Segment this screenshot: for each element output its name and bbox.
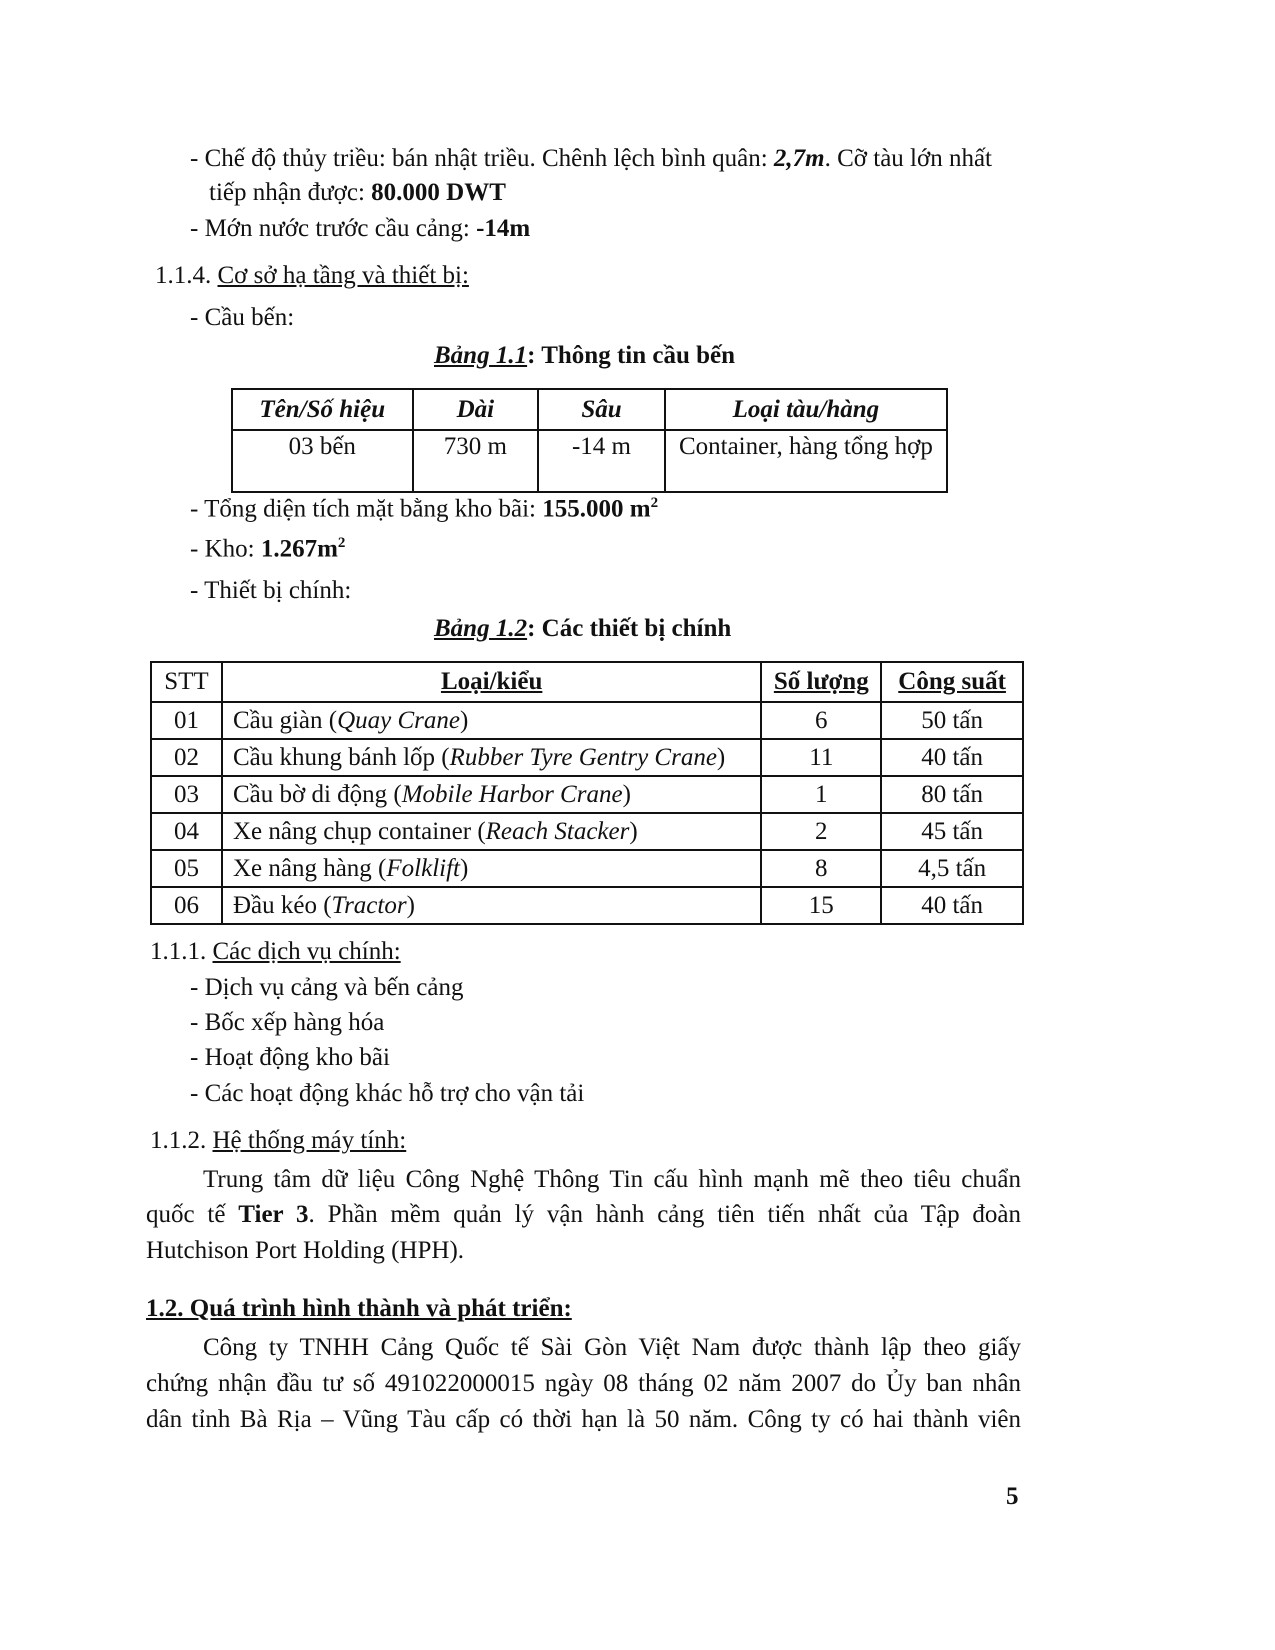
equip-type xyxy=(222,739,761,776)
equip-type xyxy=(222,702,761,739)
warehouse-value: 1.267m xyxy=(260,535,338,563)
section-114-number: 1.1.4. xyxy=(155,262,218,289)
table2-caption-rest: : Các thiết bị chính xyxy=(527,615,732,642)
equip-qty: 6 xyxy=(761,702,881,739)
equip-capacity: 50 tấn xyxy=(881,702,1023,739)
equip-type-en: Quay Crane xyxy=(337,706,461,734)
section-12-heading: 1.2. Quá trình hình thành và phát triển: xyxy=(146,1295,572,1322)
equip-type-close: ) xyxy=(629,817,638,845)
equip-type-en: Rubber Tyre Gentry Crane xyxy=(449,743,717,771)
equip-capacity: 4,5 tấn xyxy=(881,850,1023,887)
ship-size-text: tiếp nhận được: xyxy=(209,179,372,206)
equip-type-close: ) xyxy=(716,743,726,771)
table1-caption-label: Bảng 1.1 xyxy=(434,342,528,369)
berth-header-length: Dài xyxy=(413,389,539,430)
equip-qty: 1 xyxy=(761,776,881,813)
berth-cell-name: 03 bến xyxy=(232,430,413,492)
equip-type-vi: Xe nâng hàng ( xyxy=(232,854,387,882)
equip-type xyxy=(222,776,761,813)
table-row xyxy=(232,430,947,492)
section-111-number: 1.1.1. xyxy=(150,938,213,965)
equip-type-en: Mobile Harbor Crane xyxy=(401,780,623,808)
draft-bullet xyxy=(190,214,530,244)
yard-area-bullet xyxy=(190,494,658,524)
yard-area-sup: 2 xyxy=(650,495,659,511)
equip-type-vi: Cầu giàn ( xyxy=(232,706,338,734)
equip-type xyxy=(222,887,761,924)
equip-type-en: Tractor xyxy=(331,891,407,919)
equip-header-capacity: Công suất xyxy=(881,662,1023,702)
warehouse-bullet xyxy=(190,534,345,564)
table-row xyxy=(151,887,1023,924)
tide-text-2: . Cỡ tàu lớn nhất xyxy=(824,145,993,172)
equip-type xyxy=(222,813,761,850)
ship-size-value: 80.000 DWT xyxy=(371,179,506,206)
section-114-title: Cơ sở hạ tầng và thiết bị: xyxy=(217,262,469,289)
equip-header-qty: Số lượng xyxy=(761,662,881,702)
equip-type-vi: Cầu bờ di động ( xyxy=(232,780,402,808)
tide-diff-value: 2,7m xyxy=(773,145,825,172)
equip-type-en: Folklift xyxy=(386,854,460,882)
equip-qty: 8 xyxy=(761,850,881,887)
equip-type-vi: Cầu khung bánh lốp ( xyxy=(232,743,450,771)
equip-type-vi: Xe nâng chụp container ( xyxy=(232,817,486,845)
list-item: - Các hoạt động khác hỗ trợ cho vận tải xyxy=(190,1080,585,1107)
list-item: - Dịch vụ cảng và bến cảng xyxy=(190,974,464,1001)
section-12-line-1: Công ty TNHH Cảng Quốc tế Sài Gòn Việt Nam được thành lập theo giấy xyxy=(203,1334,1021,1361)
berth-header-depth: Sâu xyxy=(538,389,665,430)
equip-stt: 04 xyxy=(151,813,222,850)
berth-header-type: Loại tàu/hàng xyxy=(665,389,947,430)
equip-stt: 05 xyxy=(151,850,222,887)
section-112-title: Hệ thống máy tính: xyxy=(212,1127,407,1154)
equip-type-en: Reach Stacker xyxy=(485,817,630,845)
warehouse-sup: 2 xyxy=(337,535,346,551)
equip-capacity: 40 tấn xyxy=(881,739,1023,776)
equip-type-close: ) xyxy=(622,780,631,808)
list-item: - Hoạt động kho bãi xyxy=(190,1044,390,1071)
equip-qty: 11 xyxy=(761,739,881,776)
equip-type-vi: Đầu kéo ( xyxy=(232,891,332,919)
section-12-line-2: chứng nhận đầu tư số 491022000015 ngày 08 tháng 02 năm 2007 do Ủy ban nhân xyxy=(146,1370,1021,1397)
equip-type-close: ) xyxy=(460,706,469,734)
equip-capacity: 40 tấn xyxy=(881,887,1023,924)
tier-text-2: . Phần mềm quản lý vận hành cảng tiên tiến nhất của Tập đoàn xyxy=(308,1201,1022,1228)
tide-text: - Chế độ thủy triều: bán nhật triều. Chênh lệch bình quân: xyxy=(190,145,774,172)
table-row xyxy=(151,776,1023,813)
equip-capacity: 45 tấn xyxy=(881,813,1023,850)
tide-bullet xyxy=(190,144,992,174)
equip-type-close: ) xyxy=(460,854,469,882)
equip-header-stt: STT xyxy=(151,662,222,702)
berth-table xyxy=(231,388,948,493)
table1-caption xyxy=(434,341,735,371)
yard-area-value: 155.000 m xyxy=(542,495,651,523)
equip-stt: 06 xyxy=(151,887,222,924)
tier-text: quốc tế xyxy=(146,1201,239,1228)
equipment-bullet: - Thiết bị chính: xyxy=(190,577,352,604)
yard-area-text: - Tổng diện tích mặt bằng kho bãi: xyxy=(190,495,543,523)
equip-stt: 03 xyxy=(151,776,222,813)
page-number: 5 xyxy=(1006,1483,1019,1510)
berth-cell-type: Container, hàng tổng hợp xyxy=(665,430,947,492)
berth-table-header xyxy=(232,389,947,430)
section-112-number: 1.1.2. xyxy=(150,1127,213,1154)
table-row xyxy=(151,813,1023,850)
equipment-table-header xyxy=(151,662,1023,702)
ship-size-line xyxy=(209,178,506,208)
equip-type-close: ) xyxy=(406,891,415,919)
section-112-line-2 xyxy=(146,1200,1021,1230)
equip-qty: 2 xyxy=(761,813,881,850)
berth-header-name: Tên/Số hiệu xyxy=(232,389,413,430)
section-111-title: Các dịch vụ chính: xyxy=(212,938,401,965)
section-12-line-3: dân tỉnh Bà Rịa – Vũng Tàu cấp có thời hạn là 50 năm. Công ty có hai thành viên xyxy=(146,1406,1021,1433)
equip-header-type: Loại/kiểu xyxy=(222,662,761,702)
table2-caption xyxy=(434,614,731,644)
equipment-table xyxy=(150,661,1024,925)
tier-value: Tier 3 xyxy=(238,1201,309,1228)
berth-bullet: - Cầu bến: xyxy=(190,304,295,331)
equip-qty: 15 xyxy=(761,887,881,924)
berth-cell-length: 730 m xyxy=(413,430,539,492)
equip-type xyxy=(222,850,761,887)
section-111-heading xyxy=(150,937,401,967)
section-112-line-1: Trung tâm dữ liệu Công Nghệ Thông Tin cấu hình mạnh mẽ theo tiêu chuẩn xyxy=(203,1166,1021,1193)
section-112-line-3: Hutchison Port Holding (HPH). xyxy=(146,1237,465,1264)
draft-text: - Mớn nước trước cầu cảng: xyxy=(190,215,477,242)
table-row xyxy=(151,850,1023,887)
warehouse-text: - Kho: xyxy=(190,535,261,563)
table2-caption-label: Bảng 1.2 xyxy=(434,615,528,642)
list-item: - Bốc xếp hàng hóa xyxy=(190,1009,385,1036)
section-112-heading xyxy=(150,1126,406,1156)
equip-stt: 01 xyxy=(151,702,222,739)
equip-stt: 02 xyxy=(151,739,222,776)
table-row xyxy=(151,739,1023,776)
equip-capacity: 80 tấn xyxy=(881,776,1023,813)
section-114-heading xyxy=(155,261,469,291)
draft-value: -14m xyxy=(476,215,531,242)
table1-caption-rest: : Thông tin cầu bến xyxy=(527,342,736,369)
berth-cell-depth: -14 m xyxy=(538,430,665,492)
table-row xyxy=(151,702,1023,739)
